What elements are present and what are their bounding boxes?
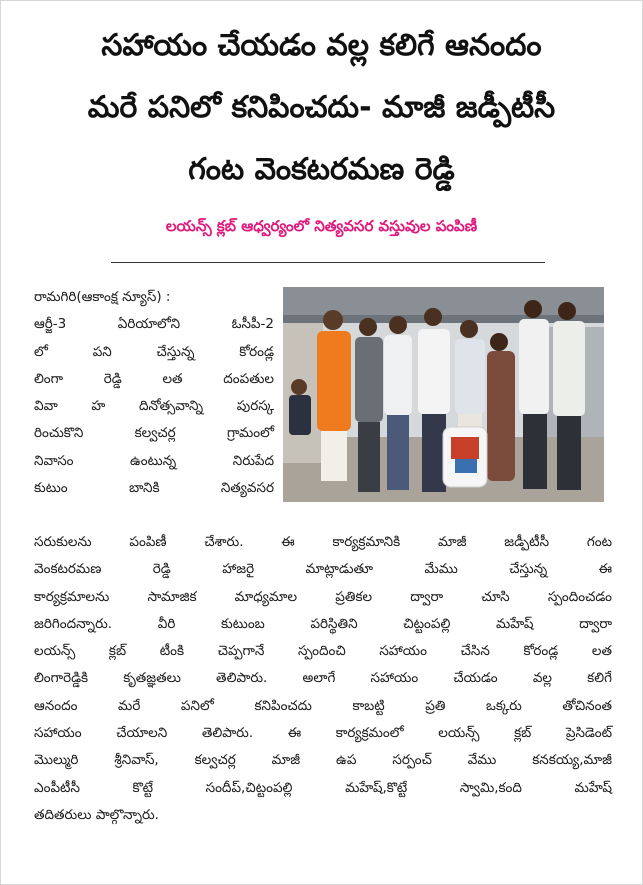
headline-line: మరే పనిలో కనిపించదు- మాజీ జడ్పీటీసీ [87,90,556,125]
headline-line: సహాయం చేయడం వల్ల కలిగే ఆనందం [101,28,542,63]
article-body [34,529,612,829]
body-line: నివాసం ఉంటున్న నిరుపేద [34,452,274,469]
body-line: సహాయం చేయాలని తెలిపారు. ఈ కార్యక్రమంలో లయన్స్ క్లబ్ ప్రెసిడెంట్ [34,725,612,742]
body-line: లింగారెడ్డికి కృతజ్ఞతలు తెలిపారు. అలాగే సహాయం చేయడం వల్ల కలిగే [34,670,612,687]
headline [13,15,630,201]
headline-line: గంట వెంకటరమణ రెడ్డి [188,152,455,187]
body-line: వెంకటరమణ రెడ్డి హాజరై మాట్లాడుతూ మేము చేస్తున్న ఈ [34,561,612,578]
article-body-wrapped [34,284,274,502]
body-line: ఆనందం మరే పనిలో కనిపించదు కాబట్టి ప్రతి ఒక్కరు తోచినంత [34,697,612,714]
body-line: ఎంపీటీసీ కొట్టే సందీప్,చిట్టంపల్లి మహేష్,కొట్టే స్వామి,కంది మహేష్ [34,779,612,796]
body-line: లయన్స్ క్లబ్ టీంకి చెప్పగానే స్పందించి సహాయం చేసిన కోరండ్ల లత [34,643,612,660]
body-line: జరిగిందన్నారు. వీరి కుటుంబ పరిస్థితిని చిట్టంపల్లి మహేష్ ద్వారా [34,615,612,632]
body-line: రించుకొని కల్వచర్ల గ్రామంలో [34,425,274,442]
body-line: కార్యక్రమాలను సామాజిక మాధ్యమాల ప్రతికల ద్వారా చూసి స్పందించడం [34,588,612,605]
body-line: ఆర్జీ-3 ఏరియాలోని ఓసీపీ-2 [34,316,274,333]
body-line: లింగా రెడ్డి లత దంపతుల [34,370,274,387]
body-line: రామగిరి(ఆకాంక్ష న్యూస్) : [34,289,171,305]
body-line: వివా హ దినోత్సవాన్ని పురస్క [34,398,274,415]
body-line: కుటుం బానికి నిత్యవసర [34,480,274,497]
body-line: మొల్మురి శ్రీనివాస్, కల్వచర్ల మాజీ ఉప సర్పంచ్ వేము కనకయ్య,మాజీ [34,752,612,769]
body-line: తదితరులు పాల్గొన్నారు. [34,806,159,823]
subheadline: లయన్స్ క్లబ్ ఆధ్వర్యంలో నిత్యవసర వస్తువుల పంపిణీ [165,217,478,235]
news-photo [283,287,604,502]
divider [111,262,545,263]
body-line: సరుకులను పంపిణీ చేశారు. ఈ కార్యక్రమానికి మాజీ జడ్పీటీసీ గంట [34,534,612,550]
body-line: లో పని చేస్తున్న కోరండ్ల [34,343,274,360]
